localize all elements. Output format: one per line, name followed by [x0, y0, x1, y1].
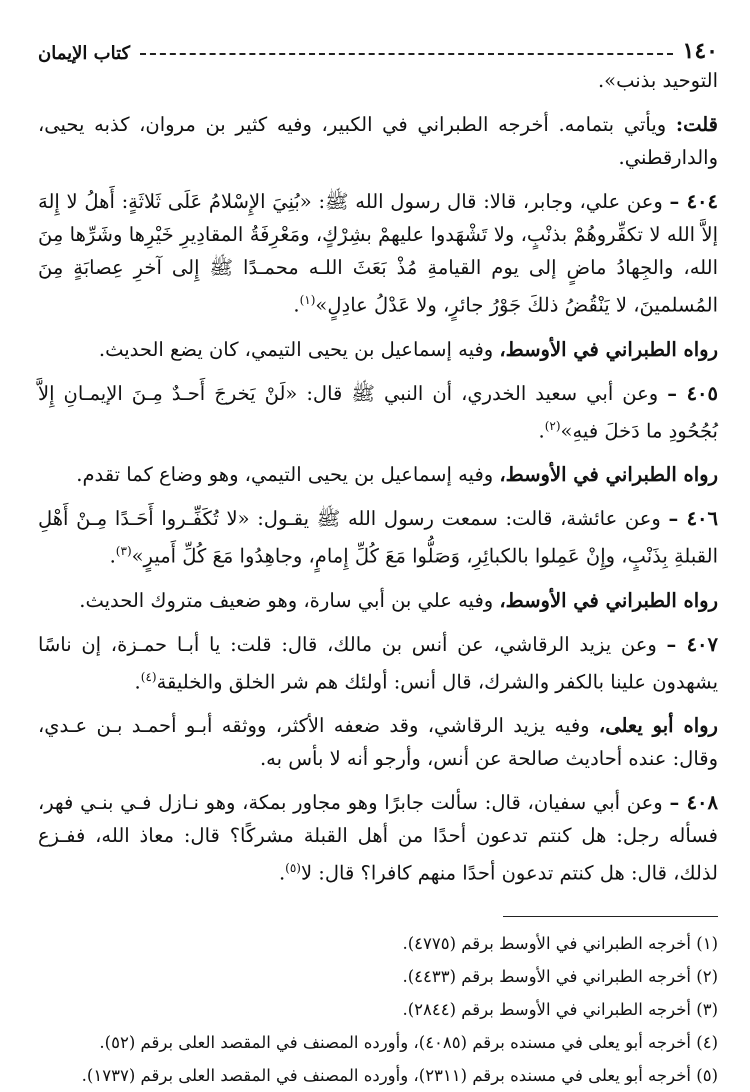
paragraph-text: ويأتي بتمامه. أخرجه الطبراني في الكبير، وفيه كثير بن مروان، كذبه يحيى، والدارقطني. — [38, 113, 718, 169]
footnote-5: (٥) أخرجه أبو يعلى في مسنده برقم (٢٣١١)، وأورده المصنف في المقصد العلى برقم (١٧٣٧). — [81, 1065, 718, 1085]
footnotes — [38, 927, 718, 1092]
footnote-marker: (٤) — [140, 669, 157, 684]
source-comment: وفيه إسماعيل بن يحيى التيمي، كان يضع الحديث. — [98, 337, 500, 361]
hadith-405: ٤٠٥ – وعن أبي سعيد الخدري، أن النبي ﷺ قال: «لَنْ يَخرجَ أَحـدٌ مِـنَ الإيمـانِ إِلاَّ بُجُحُودِ ما دَخلَ فيهِ»$^{(٢)}$. — [38, 381, 718, 442]
note-label: قلت: — [675, 113, 718, 136]
running-header — [38, 30, 718, 64]
footnote-marker: (٥) — [285, 861, 301, 875]
hadith-text: وعن يزيد الرقاشي، عن أنس بن مالك، قال: قلت: يا أبـا حمـزة، إن ناسًا يشهدون علينا بالكفر والشرك، قال أنس: أولئك هم شر الخلق والخليقة — [38, 632, 718, 693]
hadith-number: ٤٠٦ – — [668, 507, 718, 530]
page-number: ١٤٠ — [682, 38, 718, 64]
hadith-number: ٤٠٥ – — [667, 381, 718, 405]
hadith-404: ٤٠٤ – وعن علي، وجابر، قالا: قال رسول الله ﷺ: «بُنِيَ الإِسْلامُ عَلَى ثَلاثَةٍ: أَهلُ لا إِلهَ إلاَّ الله لا تكفِّروهُمْ بذنْبٍ، ولا تَشْهَدوا عليهمْ بشِرْكٍ، ومَعْرِفَةُ المقادِيرِ خَيْرِها وشَرِّها مِنَ الله، والجِهادُ ماضٍ إلى يوم القيامةِ مُذْ بَعَثَ اللـه محمـدًا ﷺ إِلى آخرِ عِصابَةٍ مِنَ المُسلمينَ، لا يَنْقُضُ ذلكَ جَوْرُ جائرٍ، ولا عَدْلُ عادِلٍ»$^{(١)}$. — [38, 190, 718, 317]
hadith-406: ٤٠٦ – وعن عائشة، قالت: سمعت رسول الله ﷺ يقـول: «لا تُكَفِّـروا أَحَـدًا مِـنْ أَهْلِ القبلةِ بِذَنْبٍ، وإِنْ عَمِلوا بالكبائِرِ، وَصَلُّوا مَعَ كُلِّ إِمامٍ، وجاهِدُوا مَعَ كُلِّ أَميرٍ»$^{(٣)}$. — [38, 507, 718, 568]
main-text — [38, 64, 718, 890]
footnote-divider — [503, 916, 718, 917]
footnote-marker: (٢) — [544, 418, 561, 433]
source-comment: وفيه إسماعيل بن يحيى التيمي، وهو وضاع كما تقدم. — [76, 463, 500, 486]
hadith-source — [38, 458, 718, 491]
footnote-marker: (١) — [299, 293, 316, 307]
footnote-3: (٣) أخرجه الطبراني في الأوسط برقم (٢٨٤٤). — [402, 999, 718, 1019]
hadith-number: ٤٠٤ – — [669, 190, 718, 213]
hadith-text: وعن علي، وجابر، قالا: قال رسول الله ﷺ: «بُنِيَ الإِسْلامُ عَلَى ثَلاثَةٍ: أَهلُ لا إِلهَ إلاَّ الله لا تكفِّروهُمْ بذنْبٍ، ولا تَشْهَدوا عليهمْ بشِرْكٍ، ومَعْرِفَةُ المقادِيرِ خَيْرِها وشَرِّها مِنَ الله، والجِهادُ ماضٍ إلى يوم القيامةِ مُذْ بَعَثَ اللـه محمـدًا ﷺ إِلى آخرِ عِصابَةٍ مِنَ المُسلمينَ، لا يَنْقُضُ ذلكَ جَوْرُ جائرٍ، ولا عَدْلُ عادِلٍ» — [38, 190, 718, 317]
hadith-source — [38, 333, 718, 366]
hadith-408: ٤٠٨ – وعن أبي سفيان، قال: سألت جابرًا وهو مجاور بمكة، وهو نـازل فـي بنـي فهر، فسأله رجل: هل كنتم تدعون أحدًا من أهل القبلة مشركًا؟ قال: معاذ الله، ففـزع لذلك، قال: هل كنتم تدعون أحدًا منهم كافرا؟ قال: لا$^{(٥)}$. — [38, 791, 718, 885]
source-comment: وفيه يزيد الرقاشي، وقد ضعفه الأكثر، ووثقه أبـو أحمـد بـن عـدي، وقال: عنده أحاديث صالحة عن أنس، وأرجو أنه لا بأس به. — [38, 714, 718, 770]
hadith-source — [38, 709, 718, 775]
source-label: رواه الطبراني في الأوسط، — [499, 588, 718, 612]
hadith-407: ٤٠٧ – وعن يزيد الرقاشي، عن أنس بن مالك، قال: قلت: يا أبـا حمـزة، إن ناسًا يشهدون علينا بالكفر والشرك، قال أنس: أولئك هم شر الخلق والخليقة$^{(٤)}$. — [38, 632, 718, 693]
paragraph-text: التوحيد بذنب». — [597, 69, 718, 92]
hadith-text: وعن أبي سعيد الخدري، أن النبي ﷺ قال: «لَنْ يَخرجَ أَحـدٌ مِـنَ الإيمـانِ إِلاَّ بُجُحُودِ ما دَخلَ فيهِ» — [38, 381, 718, 442]
book-title: كتاب الإيمان — [38, 43, 131, 64]
source-comment: وفيه علي بن أبي سارة، وهو ضعيف متروك الحديث. — [79, 588, 500, 612]
hadith-number: ٤٠٨ – — [669, 791, 718, 814]
hadith-number: ٤٠٧ – — [666, 632, 718, 656]
paragraph-note — [38, 108, 718, 174]
hadith-text: وعن عائشة، قالت: سمعت رسول الله ﷺ يقـول: «لا تُكَفِّـروا أَحَـدًا مِـنْ أَهْلِ القبلةِ بِذَنْبٍ، وإِنْ عَمِلوا بالكبائِرِ، وَصَلُّوا مَعَ كُلِّ إِمامٍ، وجاهِدُوا مَعَ كُلِّ أَميرٍ» — [38, 507, 718, 568]
footnote-1: (١) أخرجه الطبراني في الأوسط برقم (٤٧٧٥). — [402, 933, 718, 953]
paragraph-continuation — [38, 64, 718, 97]
source-label: رواه الطبراني في الأوسط، — [499, 463, 718, 486]
book-page — [38, 30, 718, 1092]
hadith-text: وعن أبي سفيان، قال: سألت جابرًا وهو مجاور بمكة، وهو نـازل فـي بنـي فهر، فسأله رجل: هل كنتم تدعون أحدًا من أهل القبلة مشركًا؟ قال: معاذ الله، ففـزع لذلك، قال: هل كنتم تدعون أحدًا منهم كافرا؟ قال: لا — [38, 791, 718, 885]
source-label: رواه أبو يعلى، — [598, 714, 718, 737]
source-label: رواه الطبراني في الأوسط، — [499, 337, 718, 361]
footnote-2: (٢) أخرجه الطبراني في الأوسط برقم (٤٤٣٣). — [402, 966, 718, 986]
header-dashed-rule — [140, 53, 672, 55]
hadith-source — [38, 584, 718, 617]
footnote-marker: (٣) — [115, 544, 132, 558]
footnote-4: (٤) أخرجه أبو يعلى في مسنده برقم (٤٠٨٥)، وأورده المصنف في المقصد العلى برقم (٥٢). — [99, 1032, 718, 1052]
